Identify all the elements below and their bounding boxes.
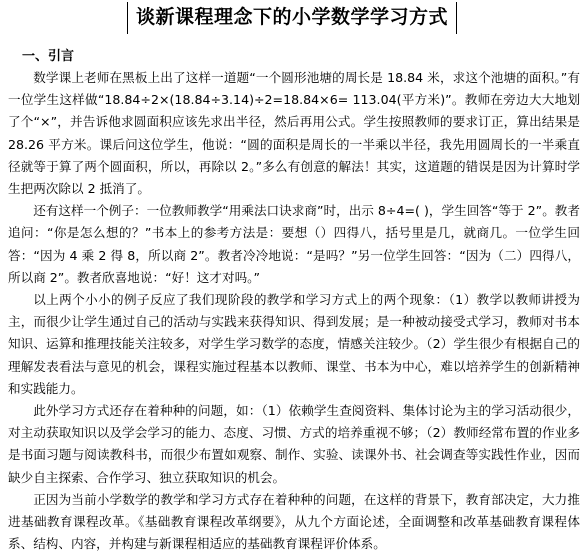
paragraph-1: 数学课上老师在黑板上出了这样一道题“一个圆形池塘的周长是 18.84 米，求这个池塘的面积。”有一位学生这样做“18.84÷2×(18.84÷3.14)÷2=18.84×6= 113.04(平方米)”。教师在旁边大大地划了个“×”，并告诉他求圆面积应该先求出半径，然后再用公式。学生按照教师的要求订正，算出结果是 28.26 平方米。课后问这位学生，他说：“圆的面积是周长的一半乘以半径，我先用圆周长的一半乘直径就等于算了两个圆面积，所以，再除以 2。”多么有创意的解法！其实，这道题的错误是因为计算时学生把两次除以 2 抵消了。 xyxy=(8,70,580,197)
document-title: 谈新课程理念下的小学数学学习方式 xyxy=(127,2,457,34)
paragraph-5: 正因为当前小学数学的教学和学习方式存在着种种的问题，在这样的背景下，教育部决定，大力推进基础教育课程改革。《基础教育课程改革纲要》，从九个方面论述，全面调整和改革基础教育课程体系、结构、内容，并构建与新课程相适应的基础教育课程评价体系。 xyxy=(8,491,580,552)
paragraph-2: 还有这样一个例子：一位教师教学“用乘法口诀求商”时，出示 8÷4=( )，学生回答“等于 2”。教者追问：“你是怎么想的？”书本上的参考方法是：要想（）四得八，括号里是几，就商几。一位学生回答：“因为 4 乘 2 得 8，所以商 2”。教者冷冷地说：“是吗？”另一位学生回答：“因为（二）四得八，所以商 2”。教者欣喜地说：“好！这才对吗。” xyxy=(8,203,580,285)
section-heading: 一、引言 xyxy=(22,49,75,64)
document-body xyxy=(8,67,580,555)
title-area xyxy=(0,2,584,34)
paragraph-3: 以上两个小小的例子反应了我们现阶段的教学和学习方式上的两个现象：（1）教学以教师讲授为主，而很少让学生通过自己的活动与实践来获得知识、得到发展；是一种被动接受式学习，教师对书本知识、运算和推理技能关注较多，对学生学习数学的态度，情感关注较少。（2）学生很少有根据自己的理解发表看法与意见的机会，课程实施过程基本以教师、课堂、书本为中心，难以培养学生的创新精神和实践能力。 xyxy=(8,292,580,396)
paragraph-4: 此外学习方式还存在着种种的问题，如：（1）依赖学生查阅资料、集体讨论为主的学习活动很少，对主动获取知识以及学会学习的能力、态度、习惯、方式的培养重视不够；（2）教师经常布置的作业多是书面习题与阅读教科书，而很少布置如观察、制作、实验、读课外书、社会调查等实践性作业，因而缺少自主探索、合作学习、独立获取知识的机会。 xyxy=(8,403,580,485)
